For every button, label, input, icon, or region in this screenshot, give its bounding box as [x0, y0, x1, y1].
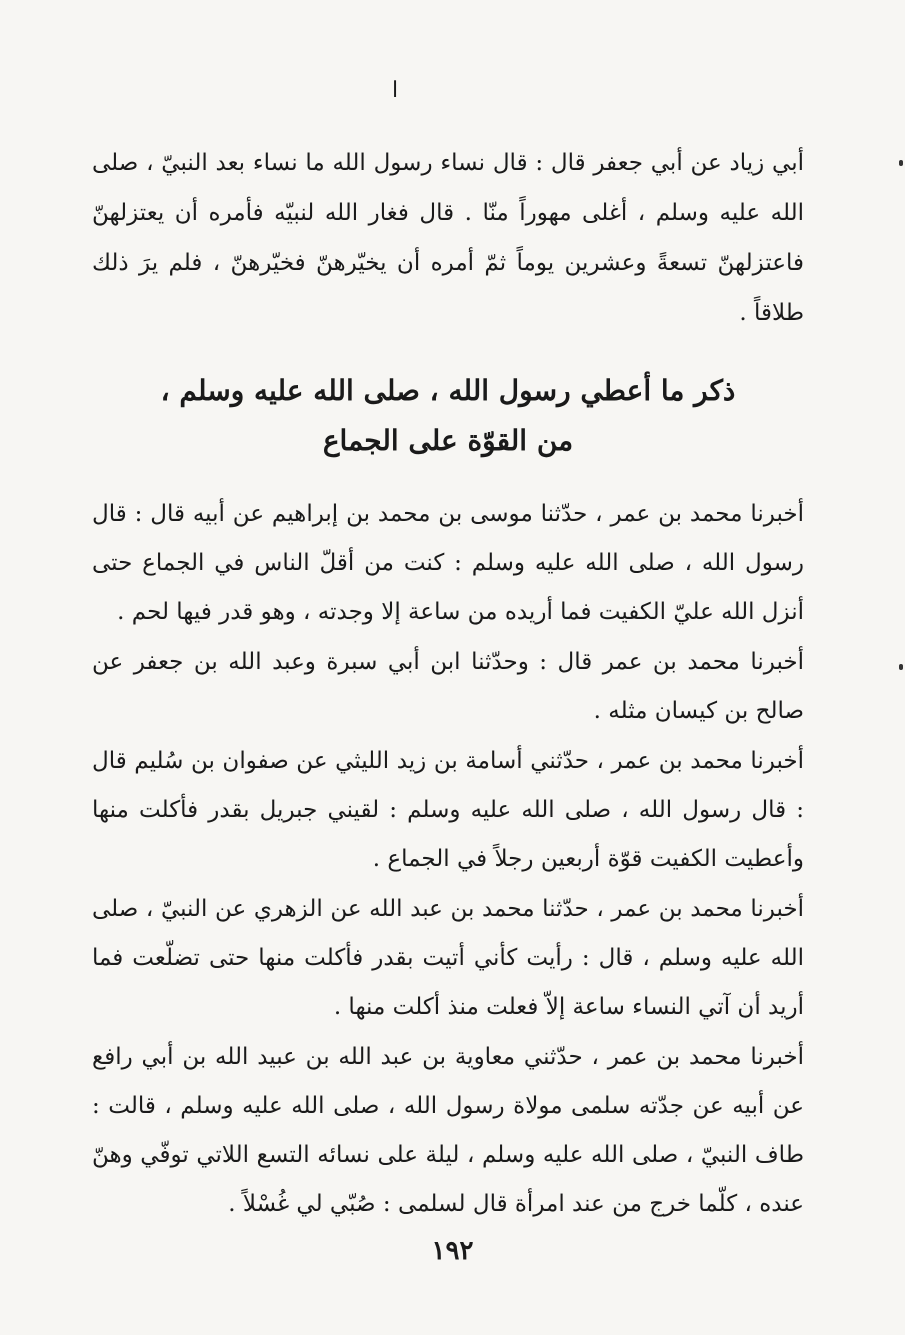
section-heading [92, 366, 804, 466]
paragraph: أخبرنا محمد بن عمر ، حدّثنا موسى بن محمد بن إبراهيم عن أبيه قال : قال رسول الله ، صلى الله عليه وسلم : كنت من أقلّ الناس في الجماع حتى أنزل الله عليّ الكفيت فما أريده من ساعة إلا وجدته ، وهو قدر فيها لحم . [92, 501, 804, 625]
paragraph: أخبرنا محمد بن عمر قال : وحدّثنا ابن أبي سبرة وعبد الله بن جعفر عن صالح بن كيسان مثله . [92, 649, 804, 724]
intro-text: أبي زياد عن أبي جعفر قال : قال نساء رسول الله ما نساء بعد النبيّ ، صلى الله عليه وسلم ، أغلى مهوراً منّا . قال فغار الله لنبيّه فأمره أن يعتزلهنّ فاعتزلهنّ تسعةً وعشرين يوماً ثمّ أمره أن يخيّرهنّ فخيّرهنّ ، فلم يرَ ذلك طلاقاً . [92, 150, 804, 326]
paragraph: أخبرنا محمد بن عمر ، حدّثني معاوية بن عبد الله بن عبيد الله بن أبي رافع عن أبيه عن جدّته سلمى مولاة رسول الله ، صلى الله عليه وسلم ، قالت : طاف النبيّ ، صلى الله عليه وسلم ، ليلة على نسائه التسع اللاتي توفّي وهنّ عنده ، كلّما خرج من عند امرأة قال لسلمى : صُبّي لي غُسْلاً . [92, 1044, 804, 1217]
paragraph: أخبرنا محمد بن عمر ، حدّثنا محمد بن عبد الله عن الزهري عن النبيّ ، صلى الله عليه وسلم ، قال : رأيت كأني أتيت بقدر فأكلت منها حتى تضلّعت فما أريد أن آتي النساء ساعة إلاّ فعلت منذ أكلت منها . [92, 896, 804, 1020]
body-text [92, 490, 804, 1229]
heading-line-2: من القوّة على الجماع [322, 424, 574, 457]
heading-line-1: ذكر ما أعطي رسول الله ، صلى الله عليه وسلم ، [160, 374, 736, 407]
top-mark: ا [392, 78, 399, 103]
edge-mark [899, 664, 903, 670]
intro-paragraph [92, 138, 804, 338]
paragraph: أخبرنا محمد بن عمر ، حدّثني أسامة بن زيد الليثي عن صفوان بن سُليم قال : قال رسول الله ، صلى الله عليه وسلم : لقيني جبريل بقدر فأكلت منها وأعطيت الكفيت قوّة أربعين رجلاً في الجماع . [92, 748, 804, 872]
page-number: ١٩٢ [431, 1236, 474, 1266]
edge-mark [899, 160, 903, 166]
